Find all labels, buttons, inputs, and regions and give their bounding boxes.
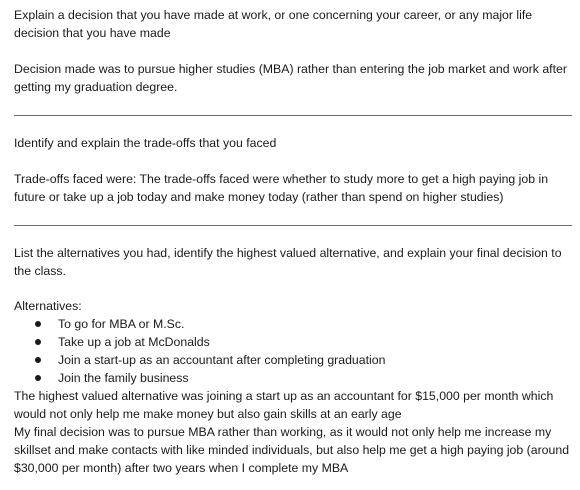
alternative-item [14,369,572,387]
alternatives-list [14,315,572,387]
alternative-item [14,315,572,333]
question-3: List the alternatives you had, identify the highest valued alternative, and explain your final decision to the class. [14,246,562,278]
alternative-item [14,351,572,369]
alternative-text: Join a start-up as an accountant after completing graduation [58,353,386,367]
alternatives-heading: Alternatives: [14,299,82,313]
alternative-text: To go for MBA or M.Sc. [58,317,185,331]
question-1: Explain a decision that you have made at work, or one concerning your career, or any major life decision that you have made [14,8,533,40]
section-divider-2 [14,225,572,226]
highest-valued-alternative: The highest valued alternative was joining a start up as an accountant for $15,000 per month which would not only help me make money but also gain skills at an early age [14,389,554,421]
alternative-item [14,333,572,351]
bullet-icon [35,339,41,345]
section-divider-1 [14,115,572,116]
answer-1: Decision made was to pursue higher studies (MBA) rather than entering the job market and work after getting my graduation degree. [14,62,567,94]
question-2: Identify and explain the trade-offs that you faced [14,136,277,150]
answer-2: Trade-offs faced were: The trade-offs faced were whether to study more to get a high paying job in future or take up a job today and make money today (rather than spend on higher studies) [14,172,549,204]
bullet-icon [35,357,41,363]
final-decision: My final decision was to pursue MBA rather than working, as it would not only help me increase my skillset and make contacts with like minded individuals, but also help me get a high paying job (around $30,000 per month) after two years when I complete my MBA [14,425,570,475]
bullet-icon [35,375,41,381]
bullet-icon [35,321,41,327]
alternative-text: Take up a job at McDonalds [58,335,210,349]
alternative-text: Join the family business [58,371,189,385]
